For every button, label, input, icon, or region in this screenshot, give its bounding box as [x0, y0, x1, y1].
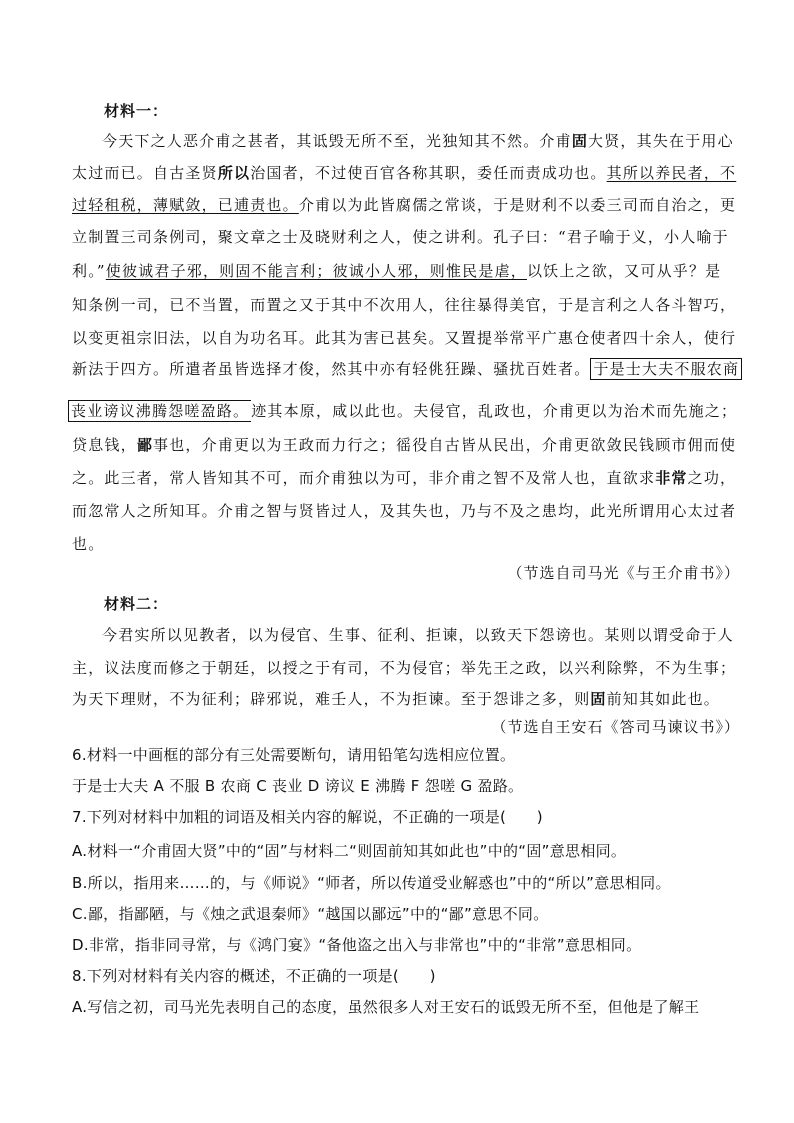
material1-line-4: 立制置三司条例司，聚文章之士及晓财利之人，使之讲利。孔子曰：“君子喻于义，小人喻于	[72, 228, 729, 246]
bold-word-gu: 固	[571, 132, 589, 150]
material1-line-13: 也。	[72, 535, 105, 553]
question-6: 6.材料一中画框的部分有三处需要断句，请用铅笔勾选相应位置。	[72, 746, 516, 764]
material1-line-6: 知条例一司，已不当置，而置之又于其中不次用人，往往暴得美官，于是言利之人各斗智巧，	[72, 296, 737, 314]
question-8-option-a: A.写信之初，司马光先表明自己的态度，虽然很多人对王安石的诋毁无所不至，但他是了解王	[72, 998, 700, 1016]
material2-line-3: 为天下理财，不为征利；辟邪说，难壬人，不为拒谏。至于怨诽之多，则固前知其如此也。	[72, 690, 721, 708]
boxed-passage-part2: 丧业谤议沸腾怨嗟盈路。	[68, 400, 251, 422]
material1-line-8: 新法于四方。所遣者虽皆选择才俊，然其中亦有轻佻狂躁、骚扰百姓者。 于是士大夫不服农商	[72, 360, 722, 378]
material1-line-2: 太过而已。自古圣贤所以治国者，不过使百官各称其职，委任而责成功也。其所以养民者，不	[72, 164, 737, 182]
material1-line-1: 今天下之人恶介甫之甚者，其诋毁无所不至，光独知其不然。介甫固大贤，其失在于用心	[102, 132, 734, 150]
material1-line-12: 而忽常人之所知耳。介甫之智与贤皆过人，及其失也，乃与不及之患均，此光所谓用心太过者	[72, 502, 737, 520]
bold-word-feichang: 非常	[655, 469, 688, 487]
material1-title: 材料一：	[104, 102, 169, 120]
material1-source: （节选自司马光《与王介甫书》）	[507, 564, 740, 582]
material1-line-3: 过轻租税，薄赋敛，已逋责也。介甫以为此皆腐儒之常谈，于是财利不以委三司而自治之，更	[72, 196, 737, 214]
bold-word-gu-2: 固	[590, 690, 607, 708]
material2-source: （节选自王安石《答司马谏议书》）	[491, 718, 740, 736]
question-8: 8.下列对材料有关内容的概述，不正确的一项是( )	[72, 967, 436, 985]
question-7-option-d: D.非常，指非同寻常，与《鸿门宴》“备他盗之出入与非常也”中的“非常”意思相同。	[72, 936, 642, 954]
material1-line-10: 贷息钱，鄙事也，介甫更以为王政而力行之；徭役自古皆从民出，介甫更欲敛民钱顾市佣而使	[72, 436, 737, 454]
material1-line-5: 利。”使彼诚君子邪，则固不能言利；彼诚小人邪，则惟民是虐，以饫上之欲，又可从乎？是	[72, 262, 722, 280]
question-7-option-b: B.所以，指用来……的，与《师说》“师者，所以传道受业解惑也”中的“所以”意思相同。	[72, 874, 671, 892]
bold-word-suoyi: 所以	[217, 164, 251, 182]
boxed-passage-part1: 于是士大夫不服农商	[590, 358, 742, 380]
material2-title: 材料二：	[104, 595, 169, 613]
material1-line-11: 之。此三者，常人皆知其不可，而介甫独以为可，非介甫之智不及常人也，直欲求非常之功，	[72, 469, 737, 487]
question-6-options: 于是士大夫 A 不服 B 农商 C 丧业 D 谤议 E 沸腾 F 怨嗟 G 盈路。	[72, 777, 524, 795]
material1-line-7: 以变更祖宗旧法，以自为功名耳。此其为害已甚矣。又置提举常平广惠仓使者四十余人，使行	[72, 329, 737, 347]
question-7-option-c: C.鄙，指鄙陋，与《烛之武退秦师》“越国以鄙远”中的“鄙”意思不同。	[72, 905, 549, 923]
material1-line-9: 丧业谤议沸腾怨嗟盈路。 迹其本原，咸以此也。夫侵官，乱政也，介甫更以为治术而先施之；	[72, 402, 722, 420]
material2-line-2: 主，议法度而修之于朝廷，以授之于有司，不为侵官；举先王之政，以兴利除弊，不为生事；	[72, 659, 737, 677]
material2-line-1: 今君实所以见教者，以为侵官、生事、征利、拒谏，以致天下怨谤也。某则以谓受命于人	[102, 626, 734, 644]
question-7: 7.下列对材料中加粗的词语及相关内容的解说，不正确的一项是( )	[72, 808, 543, 826]
bold-word-bi: 鄙	[136, 436, 154, 454]
question-7-option-a: A.材料一“介甫固大贤”中的“固”与材料二“则固前知其如此也”中的“固”意思相同。	[72, 842, 627, 860]
